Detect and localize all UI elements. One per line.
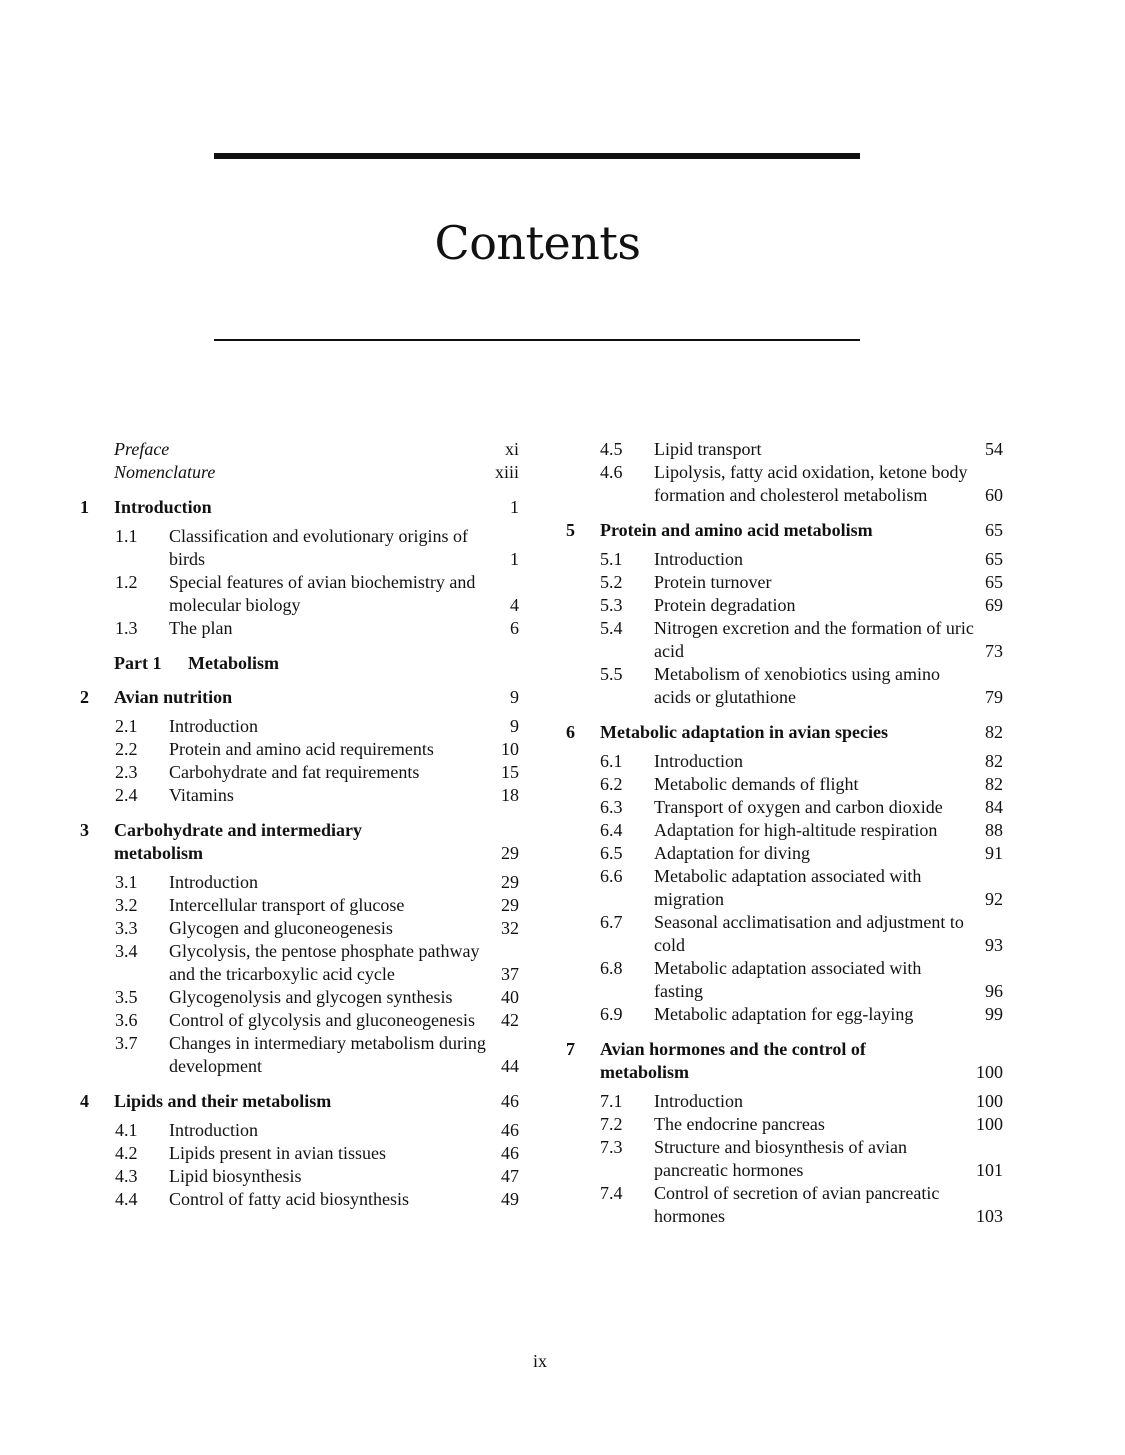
page-number: 32 (501, 918, 519, 938)
toc-chapter[interactable] (566, 519, 1011, 542)
toc-section[interactable] (566, 571, 1011, 594)
section-number: 5.5 (600, 664, 623, 684)
section-title: Vitamins (169, 785, 234, 805)
section-title: Special features of avian biochemistry and molecular biology (169, 572, 476, 615)
page-number: 1 (510, 549, 519, 569)
toc-section[interactable] (566, 1090, 1011, 1113)
section-number: 4.2 (115, 1143, 138, 1163)
section-number: 1.1 (115, 526, 138, 546)
toc-part-heading[interactable] (80, 652, 525, 675)
page-number: xiii (494, 462, 519, 482)
section-number: 7.1 (600, 1091, 623, 1111)
section-number: 6.5 (600, 843, 623, 863)
section-number: 3.2 (115, 895, 138, 915)
section-number: 6.7 (600, 912, 623, 932)
section-number: 4.6 (600, 462, 623, 482)
section-title: Control of glycolysis and gluconeogenesis (169, 1010, 475, 1030)
page-number: 29 (501, 843, 519, 863)
section-number: 6.4 (600, 820, 623, 840)
toc-section[interactable] (80, 986, 525, 1009)
section-number: 5.2 (600, 572, 623, 592)
section-number: 6.6 (600, 866, 623, 886)
chapter-title: Lipids and their metabolism (114, 1091, 332, 1111)
page-number: 93 (985, 935, 1003, 955)
section-number: 5.1 (600, 549, 623, 569)
toc-section[interactable] (80, 738, 525, 761)
section-title: Lipid biosynthesis (169, 1166, 302, 1186)
page-number: 10 (501, 739, 519, 759)
toc-chapter[interactable] (566, 721, 1011, 744)
chapter-number: 3 (80, 820, 89, 840)
page-number: 18 (501, 785, 519, 805)
toc-left-column (80, 438, 525, 1211)
section-title: Carbohydrate and fat requirements (169, 762, 420, 782)
page-number: 84 (985, 797, 1003, 817)
page-number: 82 (985, 751, 1003, 771)
chapter-number: 4 (80, 1091, 89, 1111)
toc-section[interactable] (566, 796, 1011, 819)
front-matter-title: Preface (114, 439, 170, 459)
section-title: Control of secretion of avian pancreatic hormones (654, 1183, 940, 1226)
toc-section[interactable] (566, 1136, 1011, 1182)
toc-section[interactable] (80, 761, 525, 784)
toc-section[interactable] (80, 1032, 525, 1078)
section-number: 7.4 (600, 1183, 623, 1203)
page-folio: ix (532, 1351, 547, 1371)
section-number: 2.4 (115, 785, 138, 805)
toc-section[interactable] (80, 871, 525, 894)
page-number: 29 (501, 872, 519, 892)
section-title: Glycolysis, the pentose phosphate pathway and the tricarboxylic acid cycle (169, 941, 480, 984)
section-title: Introduction (169, 872, 258, 892)
page-number: 9 (510, 716, 519, 736)
section-title: Introduction (169, 716, 258, 736)
section-title: Metabolic adaptation for egg-laying (654, 1004, 914, 1024)
toc-section[interactable] (566, 461, 1011, 507)
page-number: 73 (985, 641, 1003, 661)
toc-section[interactable] (80, 525, 525, 571)
section-number: 3.3 (115, 918, 138, 938)
chapter-number: 7 (566, 1039, 575, 1059)
section-number: 1.2 (115, 572, 138, 592)
section-title: Control of fatty acid biosynthesis (169, 1189, 409, 1209)
section-number: 5.4 (600, 618, 623, 638)
page-number: 9 (510, 687, 519, 707)
section-title: Protein degradation (654, 595, 796, 615)
section-number: 2.2 (115, 739, 138, 759)
top-rule (214, 153, 860, 159)
section-title: Glycogenolysis and glycogen synthesis (169, 987, 453, 1007)
page-number: 49 (501, 1189, 519, 1209)
page-number: 88 (985, 820, 1003, 840)
chapter-number: 1 (80, 497, 89, 517)
section-title: Classification and evolutionary origins of birds (169, 526, 468, 569)
section-number: 5.3 (600, 595, 623, 615)
toc-section[interactable] (80, 1119, 525, 1142)
bottom-rule (214, 339, 860, 341)
toc-section[interactable] (566, 957, 1011, 1003)
chapter-title: Protein and amino acid metabolism (600, 520, 873, 540)
chapter-title: Carbohydrate and intermediary metabolism (114, 820, 362, 863)
section-title: Introduction (654, 549, 743, 569)
page-number: 65 (985, 520, 1003, 540)
toc-section[interactable] (80, 1165, 525, 1188)
toc-section[interactable] (566, 865, 1011, 911)
toc-section[interactable] (566, 1113, 1011, 1136)
section-title: Introduction (169, 1120, 258, 1140)
section-title: Transport of oxygen and carbon dioxide (654, 797, 943, 817)
section-title: Intercellular transport of glucose (169, 895, 405, 915)
part-title: Metabolism (188, 653, 279, 673)
section-title: Metabolic adaptation associated with migration (654, 866, 922, 909)
section-number: 7.3 (600, 1137, 623, 1157)
page-number: 42 (501, 1010, 519, 1030)
chapter-number: 2 (80, 687, 89, 707)
page-number: 54 (985, 439, 1003, 459)
section-number: 6.1 (600, 751, 623, 771)
section-number: 4.3 (115, 1166, 138, 1186)
section-number: 6.2 (600, 774, 623, 794)
section-title: Lipids present in avian tissues (169, 1143, 386, 1163)
section-title: Introduction (654, 751, 743, 771)
toc-section[interactable] (80, 715, 525, 738)
section-title: Metabolic demands of flight (654, 774, 859, 794)
toc-section[interactable] (566, 819, 1011, 842)
page-number: 91 (985, 843, 1003, 863)
section-number: 6.3 (600, 797, 623, 817)
toc-chapter[interactable] (566, 1038, 1011, 1084)
toc-section[interactable] (80, 917, 525, 940)
page-number: 103 (976, 1206, 1003, 1226)
toc-chapter[interactable] (80, 496, 525, 519)
toc-section[interactable] (566, 750, 1011, 773)
section-number: 4.5 (600, 439, 623, 459)
toc-section[interactable] (80, 1188, 525, 1211)
section-title: Protein and amino acid requirements (169, 739, 434, 759)
page-number: xi (504, 439, 519, 459)
toc-right-column (566, 438, 1011, 1228)
page-number: 6 (510, 618, 519, 638)
page-number: 100 (976, 1114, 1003, 1134)
toc-section[interactable] (566, 548, 1011, 571)
page-number: 40 (501, 987, 519, 1007)
page-number: 100 (976, 1091, 1003, 1111)
section-title: Seasonal acclimatisation and adjustment to cold (654, 912, 964, 955)
section-number: 7.2 (600, 1114, 623, 1134)
toc-section[interactable] (566, 1182, 1011, 1228)
section-number: 3.5 (115, 987, 138, 1007)
page-number: 29 (501, 895, 519, 915)
toc-section[interactable] (80, 1009, 525, 1032)
section-title: Changes in intermediary metabolism during development (169, 1033, 486, 1076)
section-title: Adaptation for diving (654, 843, 810, 863)
section-number: 2.1 (115, 716, 138, 736)
section-number: 4.4 (115, 1189, 138, 1209)
chapter-title: Avian nutrition (114, 687, 233, 707)
page-number: 37 (501, 964, 519, 984)
section-number: 6.9 (600, 1004, 623, 1024)
toc-section[interactable] (566, 617, 1011, 663)
toc-chapter[interactable] (80, 819, 525, 865)
page-number: 46 (501, 1120, 519, 1140)
page-number: 101 (976, 1160, 1003, 1180)
section-number: 4.1 (115, 1120, 138, 1140)
page-number: 82 (985, 774, 1003, 794)
section-number: 1.3 (115, 618, 138, 638)
page-number: 1 (510, 497, 519, 517)
toc-section[interactable] (566, 1003, 1011, 1026)
section-title: Metabolism of xenobiotics using amino acids or glutathione (654, 664, 940, 707)
page-title: Contents (434, 215, 641, 270)
chapter-title: Introduction (114, 497, 212, 517)
chapter-title: Metabolic adaptation in avian species (600, 722, 889, 742)
toc-section[interactable] (80, 894, 525, 917)
toc-section[interactable] (80, 617, 525, 640)
toc-section[interactable] (566, 594, 1011, 617)
section-number: 3.7 (115, 1033, 138, 1053)
section-title: The endocrine pancreas (654, 1114, 825, 1134)
section-title: Adaptation for high-altitude respiration (654, 820, 938, 840)
toc-section[interactable] (566, 438, 1011, 461)
section-number: 3.6 (115, 1010, 138, 1030)
toc-section[interactable] (80, 940, 525, 986)
page-number: 100 (976, 1062, 1003, 1082)
page-number: 46 (501, 1091, 519, 1111)
toc-section[interactable] (566, 663, 1011, 709)
page-number: 96 (985, 981, 1003, 1001)
toc-section[interactable] (566, 842, 1011, 865)
page-number: 46 (501, 1143, 519, 1163)
toc-section[interactable] (80, 784, 525, 807)
section-number: 6.8 (600, 958, 623, 978)
section-number: 3.1 (115, 872, 138, 892)
toc-section[interactable] (566, 773, 1011, 796)
page-number: 60 (985, 485, 1003, 505)
page-number: 82 (985, 722, 1003, 742)
section-title: The plan (169, 618, 233, 638)
section-title: Lipid transport (654, 439, 762, 459)
toc-front-matter[interactable] (80, 461, 525, 484)
page-number: 99 (985, 1004, 1003, 1024)
chapter-number: 6 (566, 722, 575, 742)
section-title: Protein turnover (654, 572, 772, 592)
front-matter-title: Nomenclature (114, 462, 216, 482)
page-number: 47 (501, 1166, 519, 1186)
part-label: Part 1 (114, 653, 162, 673)
section-title: Introduction (654, 1091, 743, 1111)
toc-section[interactable] (566, 911, 1011, 957)
toc-front-matter[interactable] (80, 438, 525, 461)
toc-section[interactable] (80, 571, 525, 617)
section-title: Glycogen and gluconeogenesis (169, 918, 393, 938)
page-number: 65 (985, 572, 1003, 592)
section-title: Metabolic adaptation associated with fasting (654, 958, 922, 1001)
section-title: Structure and biosynthesis of avian pancreatic hormones (654, 1137, 907, 1180)
toc-chapter[interactable] (80, 686, 525, 709)
chapter-title: Avian hormones and the control of metabolism (600, 1039, 866, 1082)
page-number: 44 (501, 1056, 519, 1076)
page-number: 65 (985, 549, 1003, 569)
toc-chapter[interactable] (80, 1090, 525, 1113)
page-number: 15 (501, 762, 519, 782)
section-title: Lipolysis, fatty acid oxidation, ketone body formation and cholesterol metabolism (654, 462, 968, 505)
section-title: Nitrogen excretion and the formation of uric acid (654, 618, 974, 661)
page-number: 79 (985, 687, 1003, 707)
page-number: 69 (985, 595, 1003, 615)
section-number: 3.4 (115, 941, 138, 961)
chapter-number: 5 (566, 520, 575, 540)
page-number: 4 (510, 595, 519, 615)
toc-section[interactable] (80, 1142, 525, 1165)
page-number: 92 (985, 889, 1003, 909)
section-number: 2.3 (115, 762, 138, 782)
